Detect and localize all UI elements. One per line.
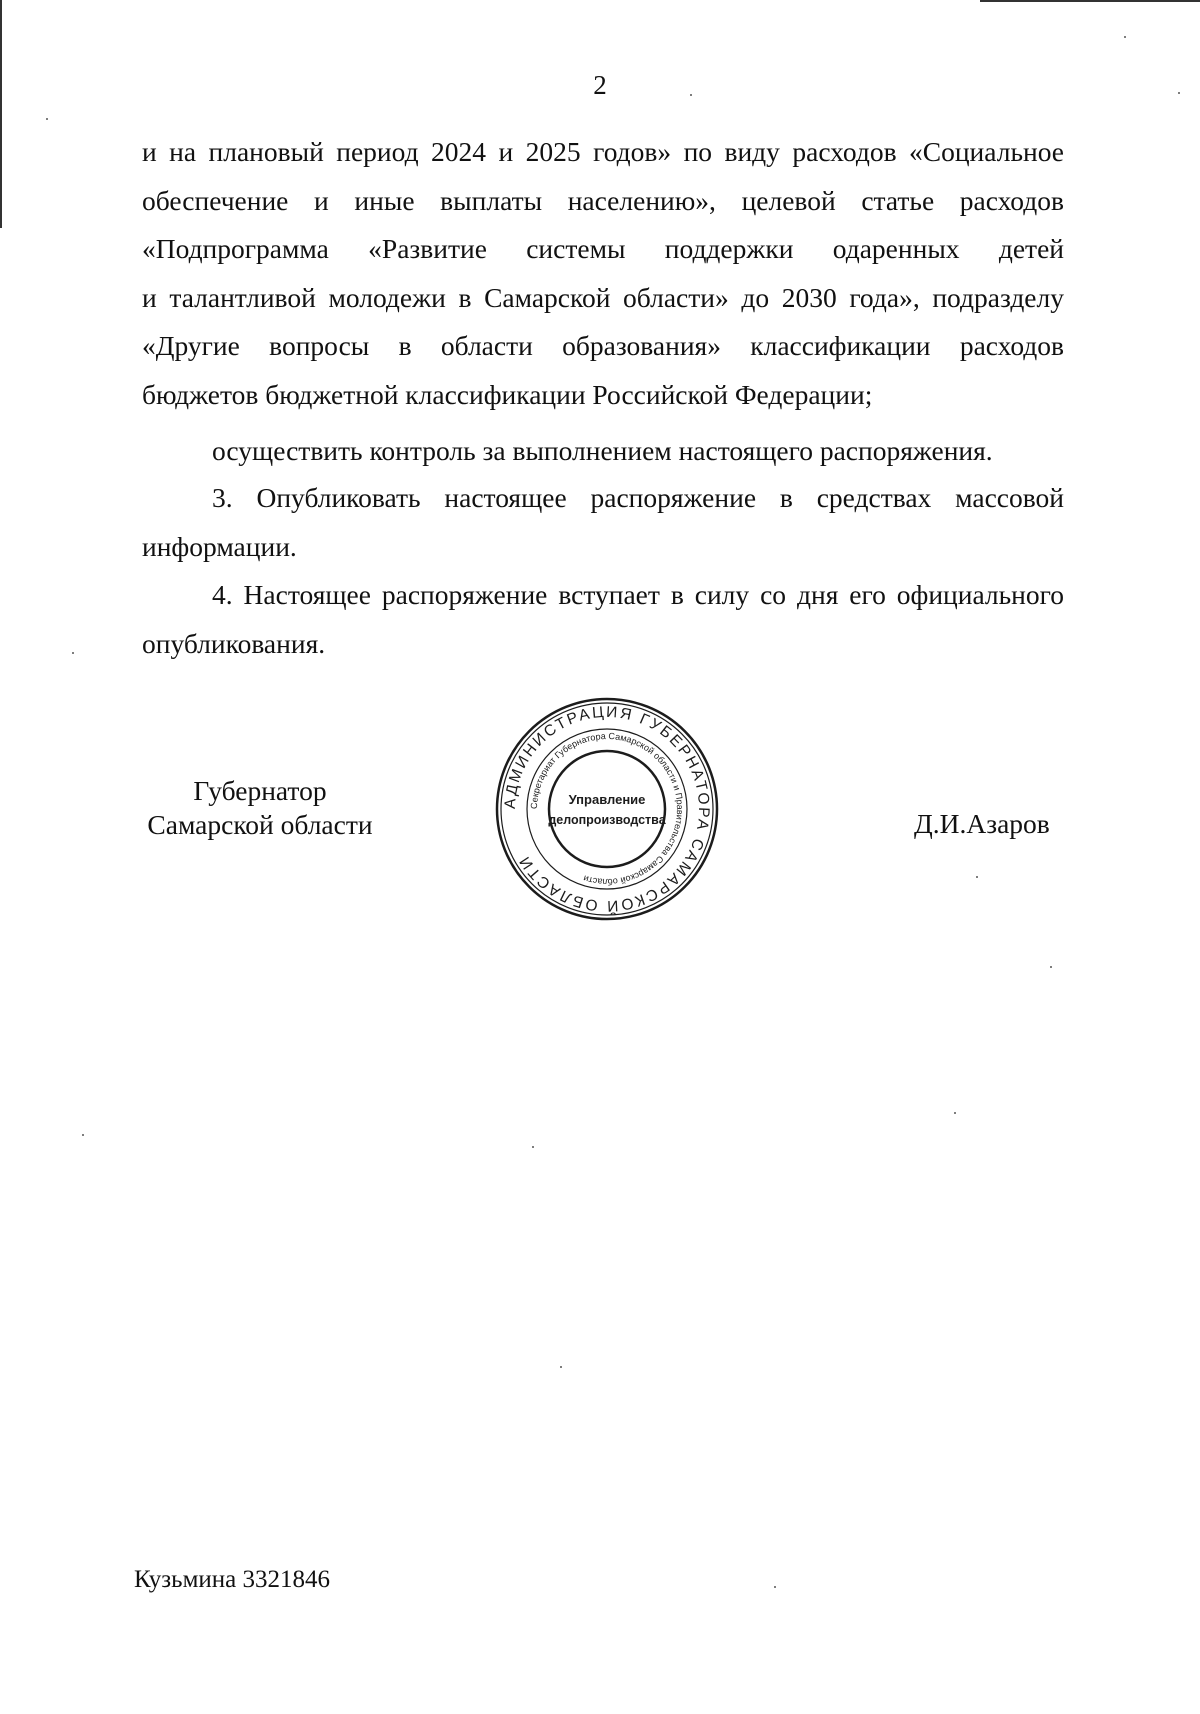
scan-speck — [72, 652, 74, 654]
scan-speck — [976, 876, 978, 878]
official-seal — [492, 694, 722, 924]
paragraph-line: и на плановый период 2024 и 2025 годов» по виду расходов «Социальное — [142, 136, 1064, 167]
signatory-name: Д.И.Азаров — [914, 808, 1050, 839]
paragraph-line: 3. Опубликовать настоящее распоряжение в средствах массовой — [212, 482, 1064, 513]
scan-speck — [532, 1146, 534, 1148]
signatory-position-line: Губернатор — [193, 775, 327, 806]
scan-speck — [1050, 966, 1052, 968]
scan-speck — [1124, 36, 1126, 38]
scan-speck — [954, 1112, 956, 1114]
scan-speck — [1178, 92, 1180, 94]
paragraph-line: «Другие вопросы в области образования» классификации расходов — [142, 330, 1064, 361]
paragraph-line: опубликования. — [142, 627, 326, 659]
seal-center-line: Управление — [568, 792, 646, 807]
seal-center-line: делопроизводства — [548, 813, 666, 827]
page-number: 2 — [593, 70, 607, 100]
scan-speck — [46, 118, 48, 120]
scan-edge-left — [0, 0, 2, 228]
paragraph-publish — [142, 474, 1064, 571]
signatory-position-line: Самарской области — [147, 809, 373, 840]
scan-speck — [560, 1366, 562, 1368]
scan-speck — [690, 94, 692, 96]
executor-contact: Кузьмина 3321846 — [134, 1566, 330, 1593]
scan-edge-top — [980, 0, 1200, 2]
paragraph-line: и талантливой молодежи в Самарской области» до 2030 года», подразделу — [142, 281, 1064, 313]
scan-speck — [82, 1134, 84, 1136]
seal-outer-text: АДМИНИСТРАЦИЯ ГУБЕРНАТОРА САМАРСКОЙ ОБЛАСТИ — [501, 703, 713, 915]
paragraph-line: 4. Настоящее распоряжение вступает в силу со дня его официального — [212, 579, 1064, 610]
signatory-position — [140, 774, 380, 842]
paragraph-line: бюджетов бюджетной классификации Российской Федерации; — [142, 378, 873, 410]
paragraph-effective — [142, 571, 1064, 668]
paragraph-line: «Подпрограмма «Развитие системы поддержки одаренных детей — [142, 233, 1064, 264]
paragraph-control — [142, 427, 1064, 476]
paragraph-line: осуществить контроль за выполнением настоящего распоряжения. — [212, 435, 993, 466]
scan-speck — [774, 1586, 776, 1588]
paragraph-line: информации. — [142, 530, 297, 562]
seal-inner-text: Секретариат Губернатора Самарской области и Правительства Самарской области — [528, 730, 686, 888]
paragraph-continuation — [142, 128, 1064, 419]
paragraph-line: обеспечение и иные выплаты населению», целевой статье расходов — [142, 184, 1064, 216]
